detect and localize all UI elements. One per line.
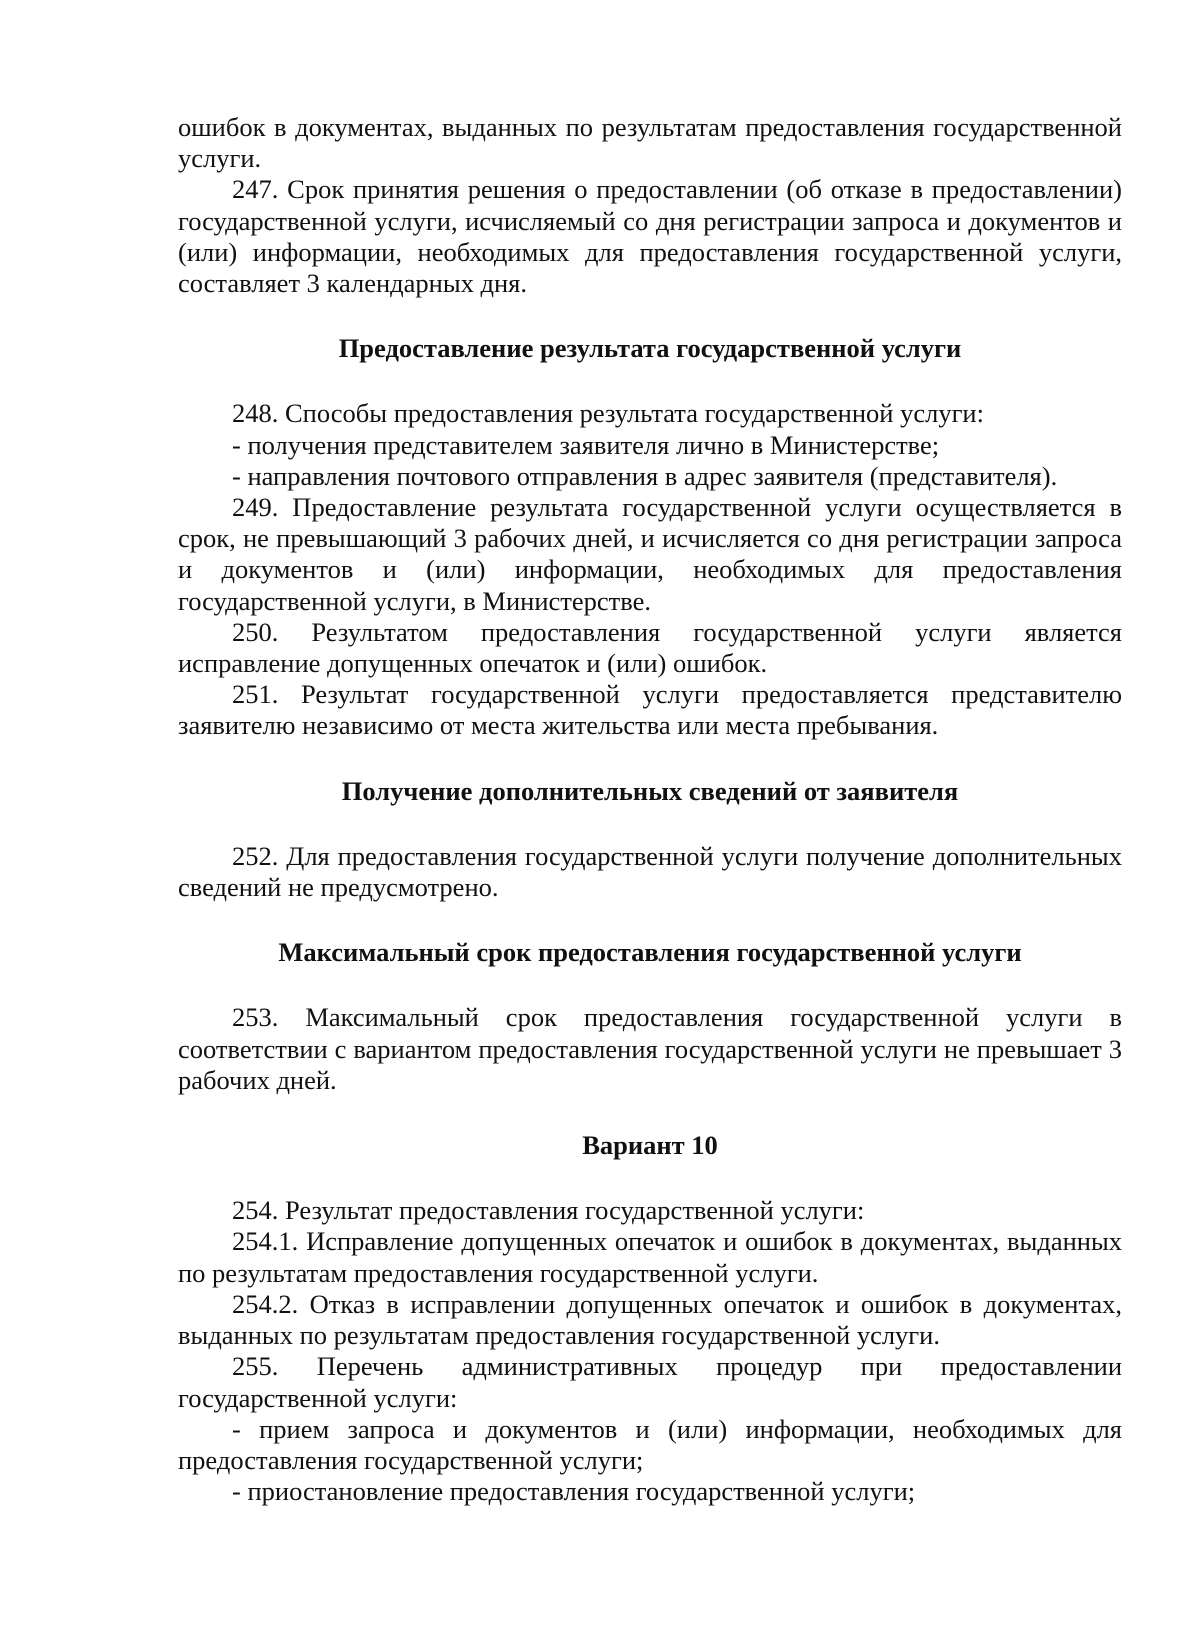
- paragraph-246-continuation: ошибок в документах, выданных по результатам предоставления государственной услуги.: [178, 112, 1122, 174]
- paragraph-248: 248. Способы предоставления результата государственной услуги:: [232, 398, 984, 429]
- paragraph-254-2: 254.2. Отказ в исправлении допущенных опечаток и ошибок в документах, выданных по результатам предоставления государственной услуги.: [178, 1288, 1122, 1351]
- paragraph-255: 255. Перечень административных процедур при предоставлении государственной услуги:: [178, 1351, 1122, 1413]
- document-page: [178, 112, 1122, 1507]
- paragraph-251: 251. Результат государственной услуги предоставляется представителю заявителю независимо от места жительства или места пребывания.: [178, 679, 1122, 741]
- heading-variant-10: Вариант 10: [582, 1130, 718, 1161]
- paragraph-252: 252. Для предоставления государственной услуги получение дополнительных сведений не предусмотрено.: [178, 840, 1122, 903]
- paragraph-248-item-b: - направления почтового отправления в адрес заявителя (представителя).: [232, 460, 1058, 491]
- paragraph-255-item-a: - прием запроса и документов и (или) информации, необходимых для предоставления государственной услуги;: [178, 1413, 1122, 1475]
- paragraph-249: 249. Предоставление результата государственной услуги осуществляется в срок, не превышающий 3 рабочих дней, и исчисляется со дня регистрации запроса и документов и (или) информации, необходимых для предоставления государственной услуги, в Министерстве.: [178, 492, 1122, 616]
- heading-max-term: Максимальный срок предоставления государственной услуги: [278, 937, 1022, 968]
- paragraph-250: 250. Результатом предоставления государственной услуги является исправление допущенных опечаток и (или) ошибок.: [178, 616, 1122, 679]
- heading-result-delivery: Предоставление результата государственной услуги: [338, 333, 962, 364]
- paragraph-247: 247. Срок принятия решения о предоставлении (об отказе в предоставлении) государственной услуги, исчисляемый со дня регистрации запроса и документов и (или) информации, необходимых для предоставления государственной услуги, составляет 3 календарных дня.: [178, 174, 1122, 299]
- paragraph-254: 254. Результат предоставления государственной услуги:: [232, 1195, 865, 1226]
- paragraph-254-1: 254.1. Исправление допущенных опечаток и ошибок в документах, выданных по результатам предоставления государственной услуги.: [178, 1226, 1122, 1288]
- paragraph-248-item-a: - получения представителем заявителя лично в Министерстве;: [232, 429, 940, 460]
- paragraph-255-item-b: - приостановление предоставления государственной услуги;: [232, 1476, 916, 1507]
- paragraph-253: 253. Максимальный срок предоставления государственной услуги в соответствии с вариантом предоставления государственной услуги не превышает 3 рабочих дней.: [178, 1002, 1122, 1095]
- heading-additional-info: Получение дополнительных сведений от заявителя: [341, 775, 959, 806]
